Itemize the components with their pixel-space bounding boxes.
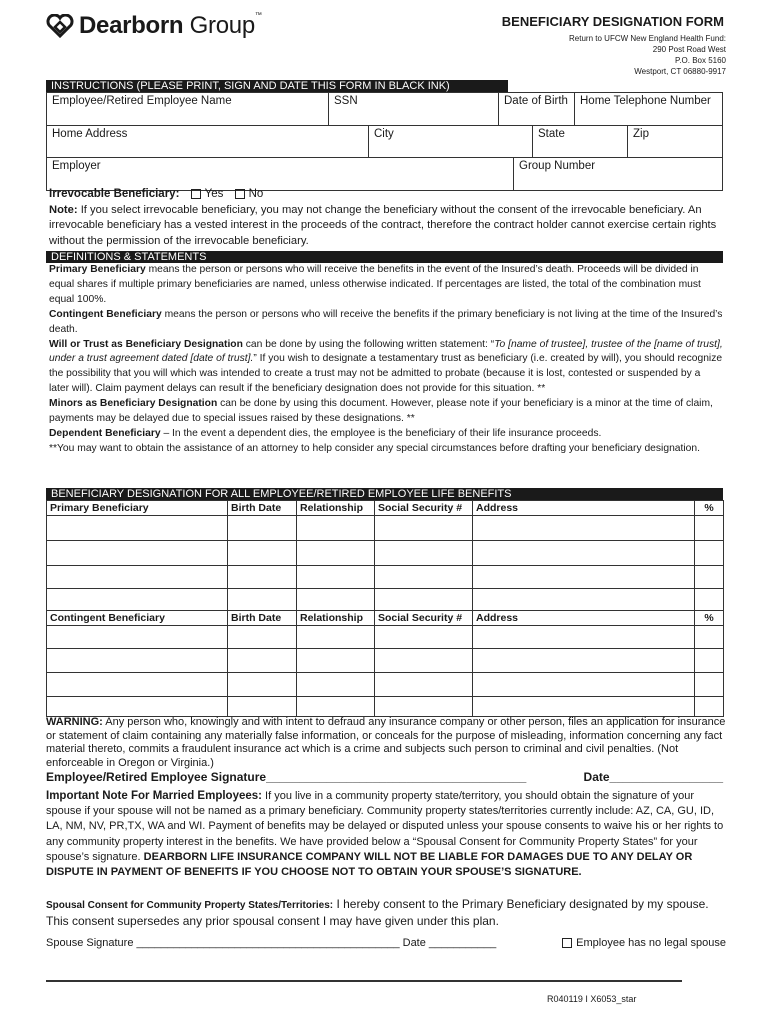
- table-row[interactable]: [47, 697, 724, 717]
- form-code: R040119 I X6053_star: [547, 994, 637, 1004]
- state-field[interactable]: State: [533, 126, 628, 157]
- percent-header: %: [695, 501, 724, 516]
- birth-date-header: Birth Date: [228, 501, 297, 516]
- employee-info-grid: [46, 92, 723, 191]
- brand-name: Dearborn Group™: [79, 12, 262, 39]
- birth-date-header: Birth Date: [228, 611, 297, 626]
- ssn-field[interactable]: SSN: [329, 93, 499, 125]
- irrevocable-note: Note: If you select irrevocable beneficiary, you may not change the beneficiary without the consent of the irrevocable beneficiary. An irrevocable beneficiary has a vested interest in the proceeds of the contract, therefore the contract holder cannot exercise certain rights without the permission of the irrevocable beneficiary.: [49, 204, 717, 247]
- group-number-field[interactable]: Group Number: [519, 160, 596, 172]
- no-legal-spouse-checkbox[interactable]: [562, 938, 572, 948]
- beneficiary-designation-bar: BENEFICIARY DESIGNATION FOR ALL EMPLOYEE/RETIRED EMPLOYEE LIFE BENEFITS: [46, 488, 723, 500]
- divider: [46, 980, 682, 982]
- primary-beneficiary-table: [46, 500, 724, 611]
- irrevocable-yes-checkbox[interactable]: [191, 189, 201, 199]
- contingent-beneficiary-table: [46, 610, 724, 717]
- heart-logo-icon: [46, 14, 74, 38]
- address-header: Address: [473, 611, 695, 626]
- employee-signature-line[interactable]: Employee/Retired Employee Signature_______________________________________ Date_________________: [46, 770, 723, 784]
- fraud-warning: WARNING: Any person who, knowingly and with intent to defraud any insurance company or other person, files an application for insurance or statement of claim containing any materially false information, or conceals for the purpose of misleading, information concerning any fact material thereto, commits a fraudulent insurance act which is a crime and subjects such person to criminal and civil penalties. (Not enforceable in Oregon or Virginia.): [46, 716, 726, 769]
- home-phone-field[interactable]: Home Telephone Number: [580, 95, 711, 107]
- ssn-header: Social Security #: [375, 501, 473, 516]
- table-row[interactable]: [47, 566, 724, 589]
- definitions-bar: DEFINITIONS & STATEMENTS: [46, 251, 723, 263]
- home-address-field[interactable]: Home Address: [47, 126, 369, 157]
- irrevocable-beneficiary: Irrevocable Beneficiary: Yes No: [49, 188, 264, 200]
- table-row[interactable]: [47, 541, 724, 566]
- instructions-bar: INSTRUCTIONS (PLEASE PRINT, SIGN AND DATE THIS FORM IN BLACK INK): [46, 80, 508, 92]
- form-title: BENEFICIARY DESIGNATION FORM: [501, 14, 724, 29]
- zip-field[interactable]: Zip: [633, 128, 649, 140]
- relationship-header: Relationship: [297, 611, 375, 626]
- employee-name-field[interactable]: Employee/Retired Employee Name: [47, 93, 329, 125]
- spousal-consent: Spousal Consent for Community Property States/Territories: I hereby consent to the Primary Beneficiary designated by my spouse. This consent supersedes any prior spousal consent I may have given under this plan.: [46, 897, 709, 928]
- dob-field[interactable]: Date of Birth: [499, 93, 575, 125]
- relationship-header: Relationship: [297, 501, 375, 516]
- table-row[interactable]: [47, 649, 724, 673]
- definitions-text: Primary Beneficiary means the person or persons who will receive the benefits in the event of the Insured’s death. Proceeds will be divided in equal shares if multiple primary beneficiaries are named, unless otherwise indicated. If percentages are listed, the total of the combination must equal 100%. Contingent Beneficiary means the person or persons who will receive the benefits if the primary beneficiary is not living at the time of the Insured’s death. Will or Trust as Beneficiary Designation can be done by using the following written statement: “To [name of trustee], trustee of the [name of trust], under a trust agreement dated [date of trust].” If you wish to designate a testamentary trust as beneficiary (i.e. created by will), you should recognize the possibility that you will which was intended to create a trust may not be admitted to probate (because it is lost, contested or suspended by a later will). Claim payment delays can result if the beneficiary designation does not provide for this situation. ** Minors as Beneficiary Designation can be done by using this document. However, please note if your beneficiary is a minor at the time of claim, payments may be delayed due to special issues raised by these designations. ** Dependent Beneficiary – In the event a dependent dies, the employee is the beneficiary of their life insurance proceeds. **You may want to obtain the assistance of an attorney to help consider any special circumstances before drafting your beneficiary designation.: [49, 264, 723, 454]
- table-row[interactable]: [47, 516, 724, 541]
- table-row[interactable]: [47, 589, 724, 611]
- address-header: Address: [473, 501, 695, 516]
- contingent-beneficiary-header: Contingent Beneficiary: [47, 611, 228, 626]
- return-address: Return to UFCW New England Health Fund: 290 Post Road West P.O. Box 5160 Westport, CT 06880-9917: [569, 34, 726, 76]
- primary-beneficiary-header: Primary Beneficiary: [47, 501, 228, 516]
- city-field[interactable]: City: [369, 126, 533, 157]
- employer-field[interactable]: Employer: [47, 158, 514, 190]
- spouse-signature-line[interactable]: Spouse Signature ___________________________________________ Date ___________ Employee has no legal spouse: [46, 937, 726, 949]
- ssn-header: Social Security #: [375, 611, 473, 626]
- irrevocable-no-checkbox[interactable]: [235, 189, 245, 199]
- dearborn-logo: [46, 12, 262, 40]
- table-row[interactable]: [47, 626, 724, 649]
- married-employees-note: Important Note For Married Employees: If you live in a community property state/territory, you should obtain the signature of your spouse if your spouse will not be named as a primary beneficiary. Community property states/territories currently include: AZ, CA, GU, ID, LA, NM, NV, PR,TX, WA and WI. Payment of benefits may be delayed or disputed unless your spouse consents to waive his or her rights to any community property interest in the benefits. We have provided below a “Spousal Consent for Community Property States” for your spouse’s signature. DEARBORN LIFE INSURANCE COMPANY WILL NOT BE LIABLE FOR DAMAGES DUE TO ANY DELAY OR DISPUTE IN PAYMENT OF BENEFITS IF YOU CHOOSE NOT TO OBTAIN YOUR SPOUSE’S SIGNATURE.: [46, 790, 724, 879]
- table-row[interactable]: [47, 673, 724, 697]
- percent-header: %: [695, 611, 724, 626]
